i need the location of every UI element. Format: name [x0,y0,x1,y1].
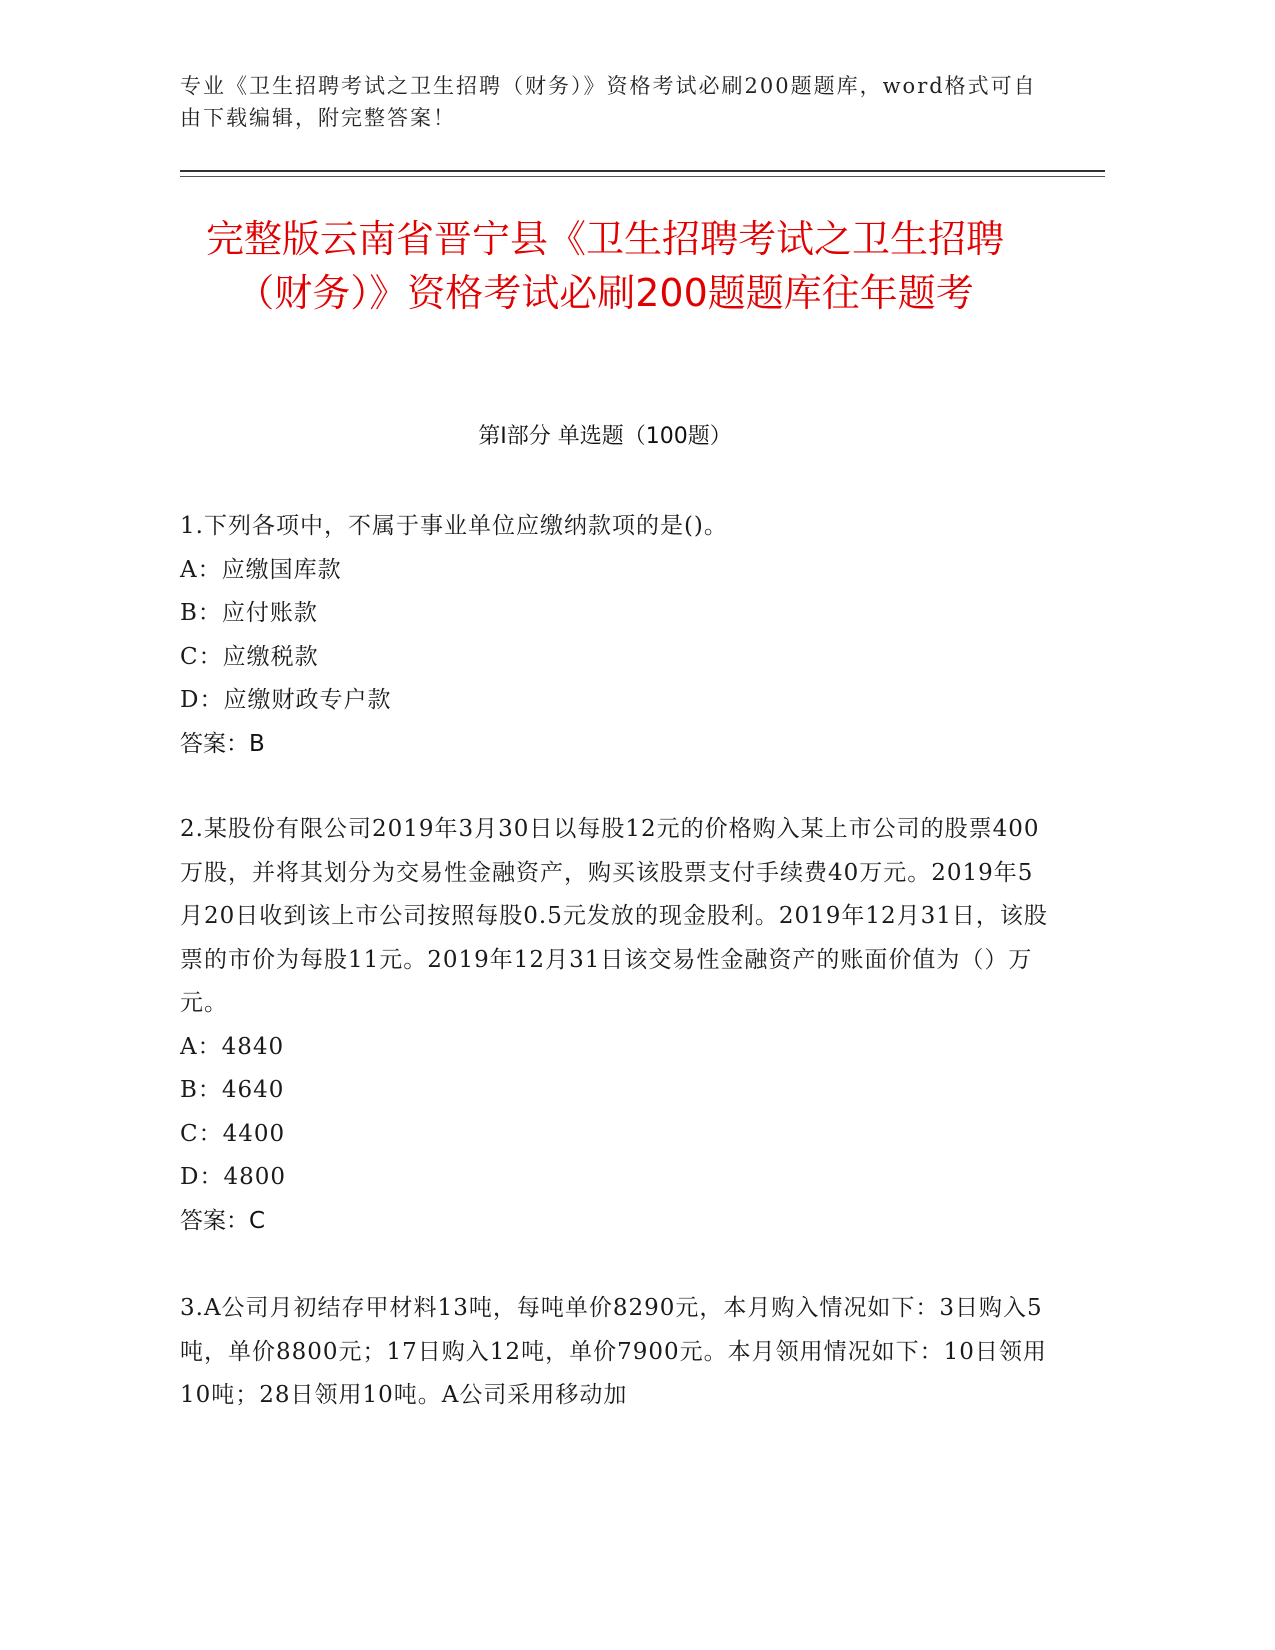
answer: 答案：C [180,1207,266,1234]
answer: 答案：B [180,730,265,757]
question-text: 2.某股份有限公司2019年3月30日以每股12元的价格购入某上市公司的股票400万股，并将其划分为交易性金融资产，购买该股票支付手续费40万元。2019年5月20日收到该上市公司按照每股0.5元发放的现金股利。2019年12月31日，该股票的市价为每股11元。2019年12月31日该交易性金融资产的账面价值为（）万元。 [180,816,1048,1016]
question-2 [180,808,1050,1243]
option-d: D：应缴财政专户款 [180,687,392,713]
header-note: 专业《卫生招聘考试之卫生招聘（财务）》资格考试必刷200题题库，word格式可自由下载编辑，附完整答案！ [180,74,1037,130]
question-text: 1.下列各项中，不属于事业单位应缴纳款项的是()。 [180,513,728,539]
option-c: C：4400 [180,1120,286,1147]
option-b: B：应付账款 [180,600,318,626]
question-text: 3.A公司月初结存甲材料13吨，每吨单价8290元，本月购入情况如下：3日购入5吨，单价8800元；17日购入12吨，单价7900元。本月领用情况如下：10日领用10吨；28日领用10吨。A公司采用移动加 [180,1295,1047,1408]
option-b: B：4640 [180,1077,285,1103]
header-divider-thin [180,176,1105,177]
document-title: 完整版云南省晋宁县《卫生招聘考试之卫生招聘（财务）》资格考试必刷200题题库往年题考 [205,217,1004,315]
option-c: C：应缴税款 [180,643,319,670]
option-a: A：应缴国库款 [180,556,342,583]
option-a: A：4840 [180,1033,285,1060]
question-3 [180,1287,1050,1418]
header-divider-thick [180,170,1105,172]
question-1 [180,505,1050,766]
option-d: D：4800 [180,1164,286,1190]
section-heading: 第Ⅰ部分 单选题（100题） [478,424,732,449]
